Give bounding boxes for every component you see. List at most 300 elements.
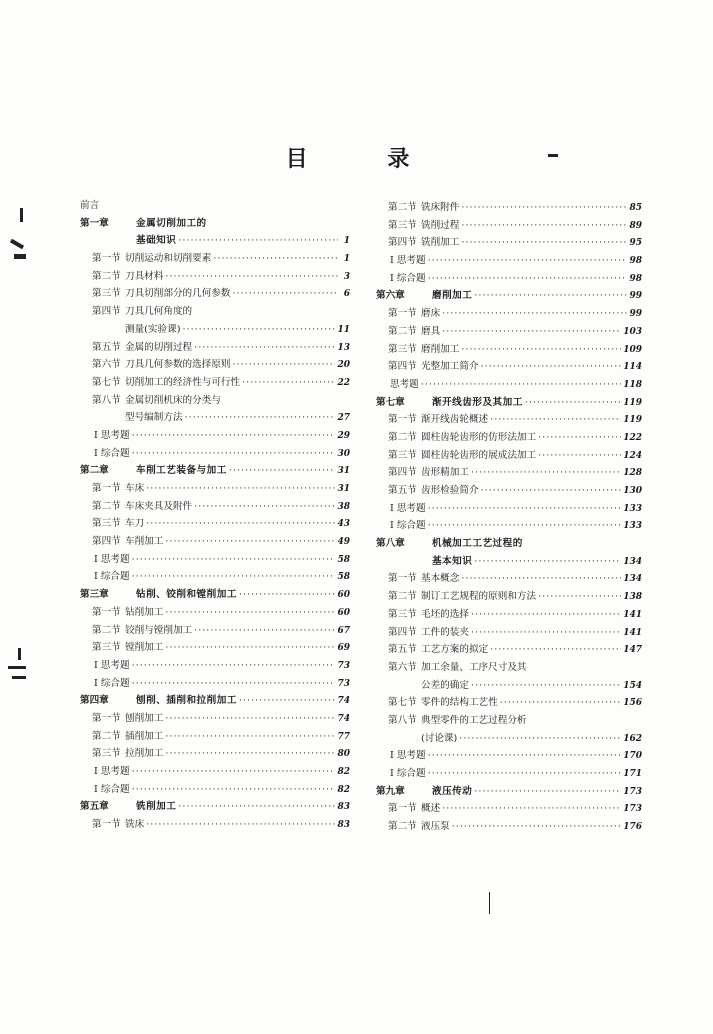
leader-dots: [538, 588, 621, 606]
leader-dots: [538, 429, 621, 447]
leader-dots: [471, 677, 621, 695]
toc-entry: [80, 745, 350, 763]
toc-entry: [80, 392, 350, 410]
section-title: 磨具: [421, 325, 441, 337]
toc-entry: [80, 728, 350, 746]
leader-dots: [461, 341, 621, 359]
page-number: 1: [343, 236, 350, 247]
toc-entry: [376, 783, 642, 801]
page-number: 119: [623, 415, 642, 426]
section-title: 制订工艺规程的原则和方法: [421, 591, 537, 603]
page-number: 22: [337, 377, 350, 388]
toc-entry: [376, 570, 642, 588]
page-number: 20: [337, 360, 350, 371]
toc-entry: [376, 482, 642, 500]
section-title: 工艺方案的拟定: [421, 644, 489, 656]
page-number: 29: [337, 430, 350, 441]
leader-dots: [490, 411, 621, 429]
section-number: 第一节: [388, 414, 417, 426]
leader-dots: [165, 639, 335, 657]
leader-dots: [500, 694, 621, 712]
toc-entry: [80, 586, 350, 604]
toc-entry: [376, 624, 642, 642]
toc-entry: [80, 763, 350, 781]
page-number: 95: [629, 238, 642, 249]
leader-dots: [132, 675, 336, 693]
toc-entry: [80, 374, 350, 392]
leader-dots: [165, 728, 335, 746]
chapter-title: 磨削加工: [432, 290, 473, 302]
page-number: 6: [343, 289, 350, 300]
scan-mark: [548, 154, 558, 157]
toc-entry: [376, 217, 642, 235]
exercise-title: I 综合题: [94, 571, 130, 583]
toc-entry: [80, 339, 350, 357]
page-number: 31: [337, 484, 350, 494]
page-number: 98: [629, 256, 642, 267]
section-title: 刀具几何参数的选择原则: [125, 359, 231, 371]
page-number: 43: [337, 519, 350, 530]
leader-dots: [452, 818, 621, 836]
toc-entry: [376, 376, 642, 394]
chapter-title: 铣削加工: [136, 801, 177, 813]
page-number: 173: [623, 804, 642, 815]
toc-entry: [80, 462, 350, 480]
section-number: 第三节: [92, 748, 121, 760]
leader-dots: [194, 622, 335, 640]
leader-dots: [178, 232, 338, 250]
page-number: 3: [343, 271, 350, 282]
section-title: (讨论课): [421, 732, 458, 744]
section-title: 刀具材料: [125, 270, 164, 282]
section-number: 第四节: [388, 237, 417, 249]
toc-entry: [80, 692, 350, 710]
section-title: 铰削与镗削加工: [125, 624, 193, 636]
leader-dots: [428, 517, 622, 535]
leader-dots: [132, 763, 336, 781]
chapter-title: 刨削、插削和拉削加工: [136, 695, 237, 707]
leader-dots: [461, 199, 627, 217]
section-number: 第二节: [388, 431, 417, 443]
toc-entry: [376, 800, 642, 818]
toc-entry: [80, 197, 350, 215]
page-number: 13: [337, 342, 350, 353]
section-number: 第二节: [388, 325, 417, 337]
page-number: 58: [337, 554, 350, 565]
section-number: 第五节: [388, 644, 417, 656]
section-title: 铣削加工: [421, 237, 460, 249]
toc-entry: [80, 533, 350, 551]
page-number: 83: [337, 802, 350, 813]
section-number: 第二节: [388, 591, 417, 603]
leader-dots: [146, 480, 335, 498]
leader-dots: [428, 765, 622, 783]
page-number: 31: [337, 466, 350, 477]
section-title: 切削加工的经济性与可行性: [125, 376, 241, 388]
toc-entry: [376, 500, 642, 518]
section-number: 第二节: [388, 202, 417, 213]
leader-dots: [233, 356, 336, 374]
leader-dots: [459, 730, 621, 748]
exercise-title: I 综合题: [390, 768, 426, 779]
leader-dots: [132, 445, 336, 463]
scan-mark: [8, 666, 26, 669]
section-title: 拉削加工: [125, 748, 164, 760]
chapter-number: 第六章: [376, 290, 405, 302]
leader-dots: [132, 781, 336, 799]
page-number: 122: [623, 432, 642, 443]
section-title: 铣床附件: [421, 202, 460, 213]
page-number: 154: [623, 680, 642, 691]
toc-entry: [80, 250, 350, 268]
leader-dots: [185, 409, 336, 427]
chapter-title: 液压传动: [432, 785, 473, 797]
page-number: 109: [623, 344, 642, 355]
toc-entry: [80, 639, 350, 657]
section-title: 公差的确定: [421, 679, 469, 691]
leader-dots: [146, 816, 335, 834]
scan-mark: [489, 892, 490, 914]
page-number: 130: [623, 486, 642, 496]
section-number: 第三节: [388, 608, 417, 620]
page-number: 156: [623, 698, 642, 709]
exercise-title: I 综合题: [94, 783, 130, 795]
page-number: 30: [337, 448, 350, 459]
toc-entry: [80, 303, 350, 321]
toc-entry: [80, 480, 350, 498]
toc-entry: [376, 323, 642, 341]
section-number: 第五节: [388, 485, 417, 496]
toc-entry: [80, 798, 350, 816]
leader-dots: [481, 358, 622, 376]
toc-entry: [376, 694, 642, 712]
page-number: 82: [337, 784, 350, 795]
page-number: 119: [623, 397, 642, 408]
section-title: 齿形精加工: [421, 467, 469, 479]
section-number: 第三节: [388, 449, 417, 461]
page-number: 73: [337, 660, 350, 671]
exercise-title: I 综合题: [390, 272, 426, 284]
page-number: 80: [337, 749, 350, 760]
toc-entry: [376, 341, 642, 359]
leader-dots: [132, 551, 336, 569]
page-title: 目 录: [285, 147, 446, 172]
leader-dots: [213, 250, 338, 268]
page-number: 89: [629, 220, 642, 231]
section-number: 第四节: [388, 467, 417, 479]
leader-dots: [525, 394, 621, 412]
toc-entry: [376, 464, 642, 482]
toc-entry: [376, 712, 642, 730]
page-number: 124: [623, 450, 642, 461]
page-number: 173: [623, 786, 642, 797]
toc-entry: [376, 429, 642, 447]
page-number: 67: [337, 625, 350, 636]
section-title: 液压泵: [421, 821, 450, 833]
section-number: 第六节: [388, 661, 417, 673]
section-title: 概述: [421, 803, 441, 815]
leader-dots: [239, 692, 336, 710]
toc-entry: [80, 445, 350, 463]
page-number: 170: [623, 751, 642, 762]
toc-entry: [80, 232, 350, 250]
exercise-title: I 思考题: [94, 766, 130, 777]
chapter-title: 机械加工工艺过程的: [432, 538, 523, 550]
section-title: 渐开线齿轮概述: [421, 414, 489, 426]
leader-dots: [461, 217, 627, 235]
toc-entry: [80, 816, 350, 834]
leader-dots: [471, 464, 621, 482]
leader-dots: [421, 376, 621, 394]
toc-entry: [376, 305, 642, 323]
chapter-number: 第二章: [80, 465, 109, 477]
section-title: 毛坯的选择: [421, 608, 469, 620]
exercise-title: I 综合题: [94, 677, 130, 689]
toc-entry: [376, 659, 642, 677]
page-number: 133: [623, 521, 642, 532]
page-number: 103: [623, 326, 642, 337]
exercise-title: I 综合题: [390, 520, 426, 532]
page-number: 73: [337, 678, 350, 689]
leader-dots: [428, 252, 628, 270]
toc-heading: 前言: [80, 200, 100, 211]
toc-entry: [80, 515, 350, 533]
section-number: 第三节: [92, 288, 121, 300]
exercise-title: 思考题: [390, 378, 419, 390]
toc-entry: [80, 675, 350, 693]
chapter-number: 第四章: [80, 695, 109, 707]
page-number: 141: [623, 609, 642, 620]
section-title: 典型零件的工艺过程分析: [421, 714, 527, 726]
chapter-number: 第五章: [80, 801, 109, 813]
leader-dots: [242, 374, 335, 392]
section-title: 加工余量、工序尺寸及其: [421, 661, 527, 673]
page-number: 118: [623, 379, 642, 390]
leader-dots: [474, 553, 621, 571]
leader-dots: [474, 783, 621, 801]
toc-entry: [376, 535, 642, 553]
toc-entry: [376, 677, 642, 695]
leader-dots: [538, 447, 621, 465]
section-number: 第四节: [92, 306, 121, 318]
section-title: 磨床: [421, 308, 441, 320]
section-title: 金属的切削过程: [125, 341, 193, 353]
exercise-title: I 思考题: [94, 659, 130, 671]
page-number: 98: [629, 273, 642, 284]
section-title: 测量(实验课): [125, 323, 181, 335]
leader-dots: [461, 570, 621, 588]
toc-entry: [376, 270, 642, 288]
section-number: 第六节: [92, 359, 121, 371]
leader-dots: [132, 427, 336, 445]
scan-mark: [10, 239, 24, 249]
section-number: 第一节: [92, 712, 121, 724]
section-title: 零件的结构工艺性: [421, 697, 498, 709]
page-number: 38: [337, 501, 350, 512]
section-number: 第二节: [388, 821, 417, 833]
section-title: 刀具几何角度的: [125, 306, 193, 318]
section-title: 磨削加工: [421, 343, 460, 355]
page-number: 49: [337, 537, 350, 548]
leader-dots: [481, 482, 622, 500]
section-number: 第一节: [388, 803, 417, 815]
page-number: 114: [623, 362, 642, 373]
toc-entry: [376, 588, 642, 606]
section-number: 第二节: [92, 500, 121, 512]
exercise-title: I 思考题: [94, 553, 130, 565]
page-number: 147: [623, 645, 642, 656]
toc-entry: [376, 818, 642, 836]
page-number: 1: [343, 254, 350, 265]
scan-mark: [18, 648, 21, 660]
page-number: 99: [629, 291, 642, 302]
page-number: 176: [623, 822, 642, 833]
toc-entry: [80, 498, 350, 516]
leader-dots: [233, 285, 338, 303]
page-number: 134: [623, 574, 642, 585]
toc-entry: [80, 622, 350, 640]
leader-dots: [194, 498, 335, 516]
section-title: 车削加工: [125, 536, 164, 548]
page-number: 171: [623, 769, 642, 779]
section-number: 第七节: [388, 697, 417, 709]
section-title: 切削运动和切削要素: [125, 253, 212, 265]
chapter-number: 第九章: [376, 785, 405, 797]
page-number: 74: [337, 696, 350, 707]
section-number: 第四节: [92, 536, 121, 548]
leader-dots: [428, 270, 628, 288]
section-number: 第一节: [92, 253, 121, 265]
page-number: 58: [337, 572, 350, 583]
toc-entry: [376, 252, 642, 270]
toc-entry: [376, 765, 642, 783]
scan-mark: [12, 676, 26, 679]
section-title: 刀具切削部分的几何参数: [125, 288, 231, 300]
chapter-title: 金属切削加工的: [136, 217, 207, 229]
section-title: 型号编制方法: [125, 412, 183, 424]
section-title: 镗削加工: [125, 642, 164, 654]
page-number: 74: [337, 713, 350, 724]
section-title: 车床夹具及附件: [125, 500, 193, 512]
toc-entry: [376, 234, 642, 252]
chapter-title: 钻削、铰削和镗削加工: [136, 589, 237, 601]
toc-entry: [80, 321, 350, 339]
toc-entry: [80, 604, 350, 622]
toc-entry: [80, 427, 350, 445]
page-number: 60: [337, 590, 350, 601]
page-number: 128: [623, 468, 642, 479]
leader-dots: [132, 657, 336, 675]
section-title: 光整加工简介: [421, 361, 479, 373]
page-number: 11: [337, 324, 350, 335]
section-number: 第八节: [92, 394, 121, 406]
leader-dots: [229, 462, 336, 480]
section-title: 插削加工: [125, 730, 164, 742]
section-number: 第三节: [388, 219, 417, 231]
section-number: 第四节: [388, 361, 417, 373]
leader-dots: [178, 798, 335, 816]
page-number: 85: [629, 203, 642, 213]
leader-dots: [471, 624, 621, 642]
page-number: 133: [623, 503, 642, 514]
chapter-number: 第八章: [376, 538, 405, 550]
leader-dots: [239, 586, 336, 604]
leader-dots: [461, 234, 627, 252]
leader-dots: [165, 268, 338, 286]
section-number: 第一节: [92, 606, 121, 618]
page-number: 27: [337, 413, 350, 424]
page-number: 83: [337, 820, 350, 831]
toc-entry: [80, 551, 350, 569]
section-number: 第四节: [388, 626, 417, 638]
toc-entry: [376, 747, 642, 765]
leader-dots: [471, 606, 621, 624]
toc-entry: [376, 606, 642, 624]
section-title: 车刀: [125, 518, 145, 530]
leader-dots: [442, 800, 621, 818]
toc-entry: [80, 215, 350, 233]
leader-dots: [146, 515, 335, 533]
toc-entry: [80, 657, 350, 675]
leader-dots: [428, 500, 622, 518]
section-title: 刨削加工: [125, 712, 164, 724]
scan-mark: [20, 208, 23, 222]
section-number: 第二节: [92, 730, 121, 742]
page-number: 134: [623, 556, 642, 567]
page-number: 138: [623, 592, 642, 603]
leader-dots: [165, 604, 335, 622]
toc-entry: [80, 268, 350, 286]
chapter-title: 车削工艺装备与加工: [136, 465, 227, 477]
page-number: 82: [337, 767, 350, 777]
toc-entry: [376, 394, 642, 412]
page-number: 99: [629, 309, 642, 320]
leader-dots: [165, 745, 335, 763]
section-number: 第七节: [92, 376, 121, 388]
section-number: 第五节: [92, 341, 121, 353]
toc-entry: [80, 710, 350, 728]
section-number: 第二节: [92, 270, 121, 282]
section-number: 第三节: [92, 642, 121, 654]
section-title: 车床: [125, 483, 145, 494]
section-title: 圆柱齿轮齿形的展成法加工: [421, 449, 537, 461]
toc-entry: [376, 641, 642, 659]
page-number: 69: [337, 643, 350, 654]
leader-dots: [490, 641, 621, 659]
chapter-title: 渐开线齿形及其加工: [432, 396, 523, 408]
page-number: 141: [623, 627, 642, 638]
toc-entry: [80, 781, 350, 799]
toc-entry: [80, 409, 350, 427]
page-number: 162: [623, 733, 642, 744]
chapter-title: 基本知识: [432, 555, 473, 567]
section-title: 金属切削机床的分类与: [125, 394, 221, 406]
toc-entry: [376, 358, 642, 376]
toc-right-column: [376, 199, 642, 836]
leader-dots: [428, 747, 622, 765]
chapter-title: 基础知识: [136, 235, 177, 247]
section-number: 第一节: [92, 819, 121, 831]
toc-entry: [376, 411, 642, 429]
page-number: 77: [337, 731, 350, 742]
toc-entry: [376, 447, 642, 465]
section-title: 齿形检验简介: [421, 485, 479, 496]
toc-entry: [80, 568, 350, 586]
section-number: 第二节: [92, 624, 121, 636]
leader-dots: [165, 710, 335, 728]
toc-entry: [376, 553, 642, 571]
exercise-title: I 思考题: [94, 429, 130, 441]
